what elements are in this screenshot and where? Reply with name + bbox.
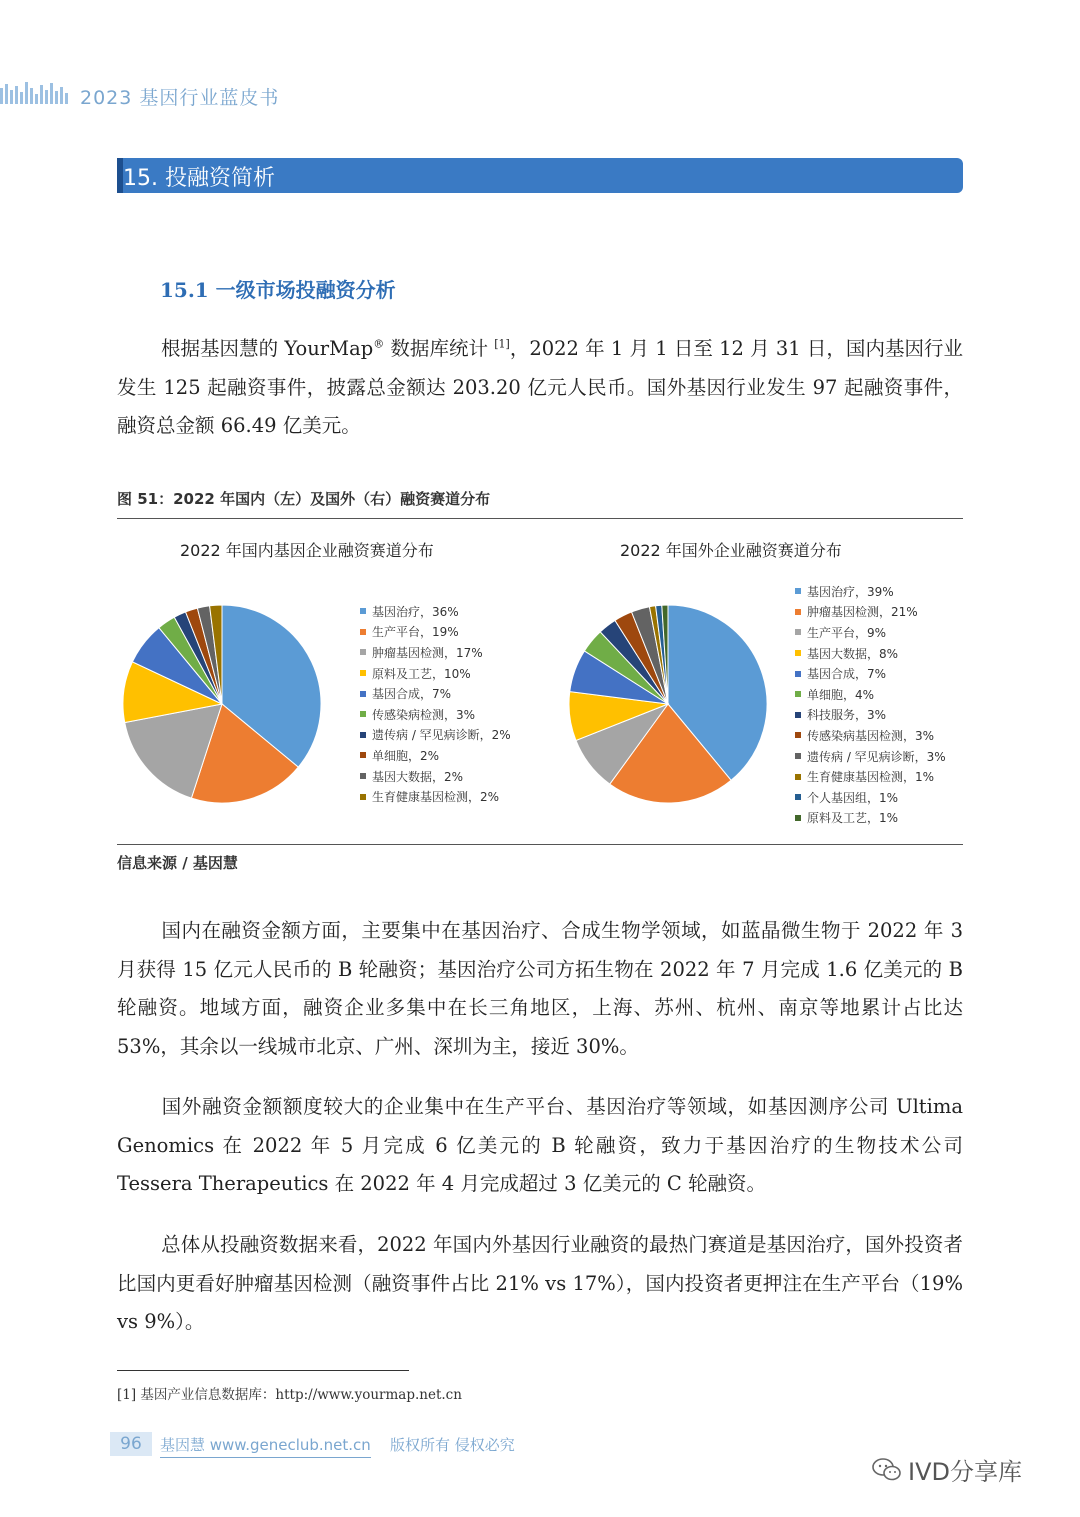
legend-label: 原料及工艺，10% [372,666,471,681]
figure-source: 信息来源 / 基因慧 [117,854,238,872]
legend-swatch [360,711,366,717]
legend-swatch [795,650,801,656]
legend-swatch [360,732,366,738]
footer-site-link[interactable]: 基因慧 www.geneclub.net.cn [160,1434,371,1458]
foreign-legend-item [795,684,946,705]
legend-label: 传感染病检测，3% [372,707,476,722]
subsection-title: 15.1 一级市场投融资分析 [160,278,396,302]
watermark-text: IVD分享库 [908,1458,1022,1486]
chart-right-title: 2022 年国外企业融资赛道分布 [620,541,842,560]
legend-label: 基因大数据，2% [372,769,464,784]
legend-swatch [360,608,366,614]
domestic-legend-item [360,725,511,746]
legend-swatch [795,815,801,821]
foreign-legend-item [795,705,946,726]
pie-chart-domestic [120,602,324,806]
legend-label: 基因治疗，39% [807,584,894,599]
section-title: 15. 投融资简析 [123,166,275,191]
legend-label: 遗传病 / 罕见病诊断，2% [372,728,511,743]
chart-left-title: 2022 年国内基因企业融资赛道分布 [180,541,434,560]
domestic-legend-item [360,745,511,766]
pie-chart-foreign [566,602,770,806]
legend-label: 个人基因组，1% [807,790,899,805]
paragraph-summary: 总体从投融资数据来看，2022 年国内外基因行业融资的最热门赛道是基因治疗，国外投资者比国内更看好肿瘤基因检测（融资事件占比 21% vs 17%），国内投资者更押注在生产平台（19% vs 9%）。 [117,1233,963,1333]
legend-label: 基因合成，7% [372,687,452,702]
footnote: [1] 基因产业信息数据库：http://www.yourmap.net.cn [117,1387,462,1403]
wechat-icon [872,1457,902,1483]
header-bars-decoration [0,82,70,104]
paragraph-domestic-analysis: 国内在融资金额方面，主要集中在基因治疗、合成生物学领域，如蓝晶微生物于 2022 年 3 月获得 15 亿元人民币的 B 轮融资；基因治疗公司方拓生物在 2022 年 7 月完成 1.6 亿美元的 B 轮融资。地域方面，融资企业多集中在长三角地区，上海、苏州、杭州、南京等地累计占比达 53%，其余以一线城市北京、广州、深圳为主，接近 30%。 [117,919,963,1058]
domestic-legend-item [360,766,511,787]
legend-label: 传感染病基因检测，3% [807,728,935,743]
page-number: 96 [110,1432,152,1456]
foreign-legend-item [795,746,946,767]
foreign-legend-item [795,808,946,829]
domestic-legend-item [360,642,511,663]
legend-swatch [795,691,801,697]
foreign-legend-item [795,725,946,746]
legend-swatch [795,774,801,780]
legend-swatch [795,732,801,738]
legend-label: 肿瘤基因检测，17% [372,645,483,660]
legend-label: 科技服务，3% [807,708,887,723]
legend-swatch [360,691,366,697]
legend-swatch [795,671,801,677]
domestic-legend-item [360,663,511,684]
domestic-legend-item [360,601,511,622]
legend-label: 基因治疗，36% [372,604,459,619]
foreign-legend-item [795,766,946,787]
legend-label: 肿瘤基因检测，21% [807,605,918,620]
legend-swatch [795,753,801,759]
legend-label: 基因大数据，8% [807,646,899,661]
figure-bottom-rule [117,844,963,845]
legend-swatch [360,773,366,779]
domestic-legend-item [360,704,511,725]
figure-top-rule [117,518,963,519]
legend-swatch [795,712,801,718]
domestic-legend-item [360,786,511,807]
legend-label: 原料及工艺，1% [807,811,899,826]
legend-label: 基因合成，7% [807,667,887,682]
foreign-legend-item [795,787,946,808]
legend-foreign [795,581,946,828]
legend-label: 生产平台，9% [807,625,887,640]
legend-swatch [360,629,366,635]
legend-swatch [795,588,801,594]
domestic-legend-item [360,622,511,643]
foreign-legend-item [795,663,946,684]
legend-swatch [795,609,801,615]
legend-swatch [360,794,366,800]
legend-domestic [360,601,511,807]
legend-label: 遗传病 / 罕见病诊断，3% [807,749,946,764]
legend-label: 单细胞，2% [372,748,440,763]
legend-swatch [360,670,366,676]
paragraph-foreign-analysis: 国外融资金额额度较大的企业集中在生产平台、基因治疗等领域，如基因测序公司 Ultima Genomics 在 2022 年 5 月完成 6 亿美元的 B 轮融资，致力于基因治疗的生物技术公司 Tessera Therapeutics 在 2022 年 4 月完成超过 3 亿美元的 C 轮融资。 [117,1095,963,1195]
paragraph-intro: 根据基因慧的 YourMap® 数据库统计 [1]，2022 年 1 月 1 日至 12 月 31 日，国内基因行业发生 125 起融资事件，披露总金额达 203.20 亿元人民币。国外基因行业发生 97 起融资事件，融资总金额 66.49 亿美元。 [117,337,964,437]
legend-swatch [360,752,366,758]
legend-swatch [360,649,366,655]
foreign-legend-item [795,581,946,602]
legend-label: 生育健康基因检测，2% [372,790,500,805]
figure-caption: 图 51：2022 年国内（左）及国外（右）融资赛道分布 [117,490,491,508]
legend-label: 生产平台，19% [372,625,459,640]
legend-swatch [795,794,801,800]
foreign-legend-item [795,643,946,664]
watermark [872,1452,1022,1487]
header-title: 2023 基因行业蓝皮书 [80,87,280,109]
footer-copyright: 版权所有 侵权必究 [390,1436,515,1454]
legend-label: 生育健康基因检测，1% [807,770,935,785]
domestic-legend-item [360,683,511,704]
footnote-rule [117,1370,409,1371]
foreign-legend-item [795,622,946,643]
foreign-legend-item [795,602,946,623]
legend-swatch [795,629,801,635]
legend-label: 单细胞，4% [807,687,875,702]
